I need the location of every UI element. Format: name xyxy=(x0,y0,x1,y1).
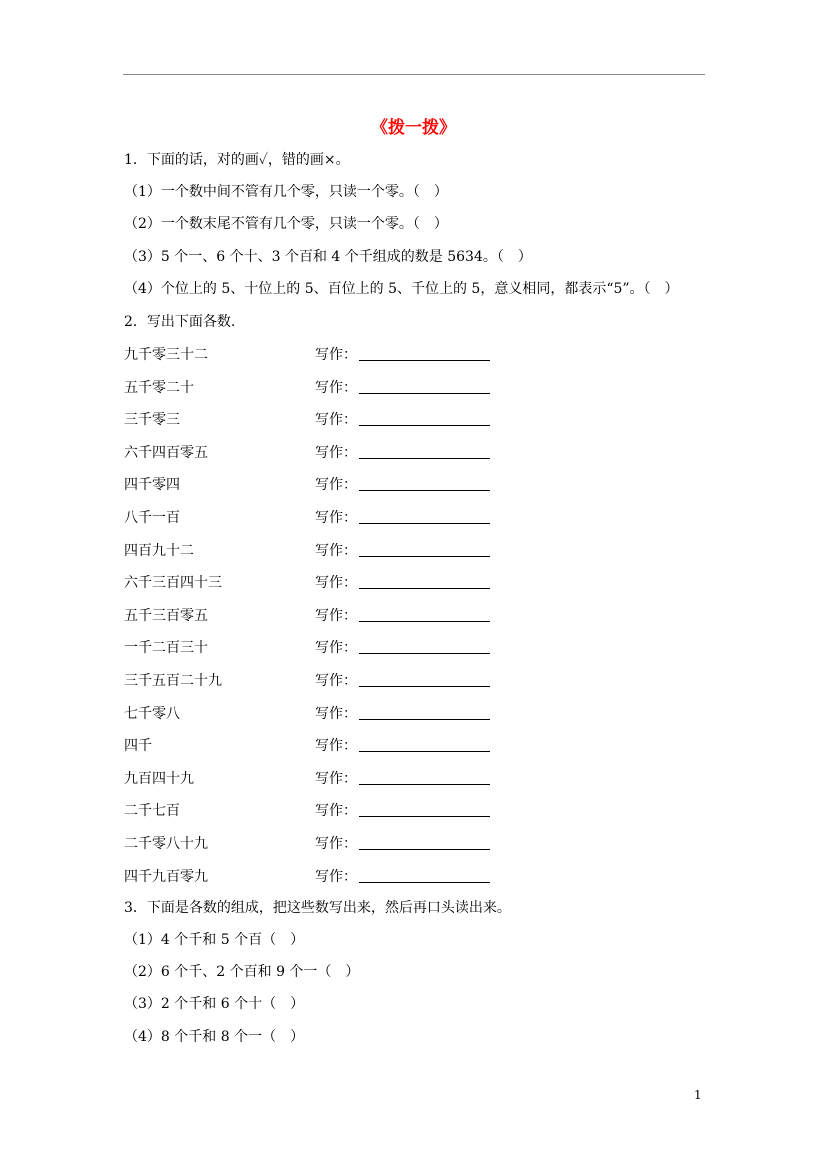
write-label: 写作： xyxy=(315,445,357,461)
number-word: 三千五百二十九 xyxy=(124,673,222,689)
number-word: 四百九十二 xyxy=(124,543,194,559)
section-1-item-4: （4）个位上的 5、十位上的 5、百位上的 5、千位上的 5，意义相同，都表示“5”。（ ） xyxy=(124,281,679,297)
number-word: 九千零三十二 xyxy=(124,347,208,363)
answer-blank[interactable] xyxy=(359,802,490,817)
write-label: 写作： xyxy=(315,673,357,689)
write-label: 写作： xyxy=(315,510,357,526)
page-title: 《拨一拨》 xyxy=(371,118,456,138)
section-3-item-2: （2）6 个千、2 个百和 9 个一（ ） xyxy=(124,964,360,980)
write-label: 写作： xyxy=(315,738,357,754)
page-number: 1 xyxy=(694,1088,702,1102)
write-label: 写作： xyxy=(315,477,357,493)
section-3-heading: 3．下面是各数的组成，把这些数写出来，然后再口头读出来。 xyxy=(124,900,511,916)
section-3-item-1: （1）4 个千和 5 个百（ ） xyxy=(124,932,305,948)
write-label: 写作： xyxy=(315,803,357,819)
number-word: 二千零八十九 xyxy=(124,836,208,852)
section-1-item-1: （1）一个数中间不管有几个零，只读一个零。（ ） xyxy=(124,184,448,200)
number-word: 五千零二十 xyxy=(124,380,194,396)
answer-blank[interactable] xyxy=(359,444,490,459)
number-word: 二千七百 xyxy=(124,803,180,819)
write-label: 写作： xyxy=(315,608,357,624)
number-word: 五千三百零五 xyxy=(124,608,208,624)
write-label: 写作： xyxy=(315,543,357,559)
write-answer xyxy=(315,410,490,430)
write-label: 写作： xyxy=(315,771,357,787)
write-label: 写作： xyxy=(315,412,357,428)
write-answer xyxy=(315,573,490,593)
write-answer xyxy=(315,345,490,365)
section-2-heading: 2．写出下面各数. xyxy=(124,314,236,330)
write-answer xyxy=(315,867,490,887)
answer-blank[interactable] xyxy=(359,346,490,361)
header-rule xyxy=(123,74,705,75)
write-answer xyxy=(315,378,490,398)
answer-blank[interactable] xyxy=(359,411,490,426)
write-answer xyxy=(315,606,490,626)
section-1-item-3: （3）5 个一、6 个十、3 个百和 4 个千组成的数是 5634。（ ） xyxy=(124,249,532,265)
write-answer xyxy=(315,704,490,724)
write-label: 写作： xyxy=(315,640,357,656)
write-label: 写作： xyxy=(315,380,357,396)
answer-blank[interactable] xyxy=(359,705,490,720)
write-answer xyxy=(315,443,490,463)
answer-blank[interactable] xyxy=(359,542,490,557)
answer-blank[interactable] xyxy=(359,509,490,524)
write-answer xyxy=(315,834,490,854)
number-word: 六千三百四十三 xyxy=(124,575,222,591)
section-3-item-3: （3）2 个千和 6 个十（ ） xyxy=(124,996,305,1012)
write-label: 写作： xyxy=(315,836,357,852)
write-answer xyxy=(315,801,490,821)
write-label: 写作： xyxy=(315,575,357,591)
section-1-item-2: （2）一个数末尾不管有几个零，只读一个零。（ ） xyxy=(124,216,448,232)
number-word: 八千一百 xyxy=(124,510,180,526)
answer-blank[interactable] xyxy=(359,574,490,589)
answer-blank[interactable] xyxy=(359,770,490,785)
section-1-heading: 1．下面的话，对的画✓，错的画×。 xyxy=(124,152,350,168)
number-word: 六千四百零五 xyxy=(124,445,208,461)
write-label: 写作： xyxy=(315,347,357,363)
write-label: 写作： xyxy=(315,706,357,722)
number-word: 四千 xyxy=(124,738,152,754)
write-answer xyxy=(315,541,490,561)
write-answer xyxy=(315,769,490,789)
section-3-item-4: （4）8 个千和 8 个一（ ） xyxy=(124,1029,305,1045)
write-answer xyxy=(315,671,490,691)
answer-blank[interactable] xyxy=(359,379,490,394)
answer-blank[interactable] xyxy=(359,607,490,622)
answer-blank[interactable] xyxy=(359,672,490,687)
number-word: 四千零四 xyxy=(124,477,180,493)
write-answer xyxy=(315,508,490,528)
write-answer xyxy=(315,736,490,756)
answer-blank[interactable] xyxy=(359,737,490,752)
number-word: 四千九百零九 xyxy=(124,869,208,885)
answer-blank[interactable] xyxy=(359,835,490,850)
write-answer xyxy=(315,638,490,658)
number-word: 九百四十九 xyxy=(124,771,194,787)
answer-blank[interactable] xyxy=(359,476,490,491)
answer-blank[interactable] xyxy=(359,639,490,654)
write-label: 写作： xyxy=(315,869,357,885)
answer-blank[interactable] xyxy=(359,868,490,883)
number-word: 三千零三 xyxy=(124,412,180,428)
number-word: 一千二百三十 xyxy=(124,640,208,656)
write-answer xyxy=(315,475,490,495)
number-word: 七千零八 xyxy=(124,706,180,722)
